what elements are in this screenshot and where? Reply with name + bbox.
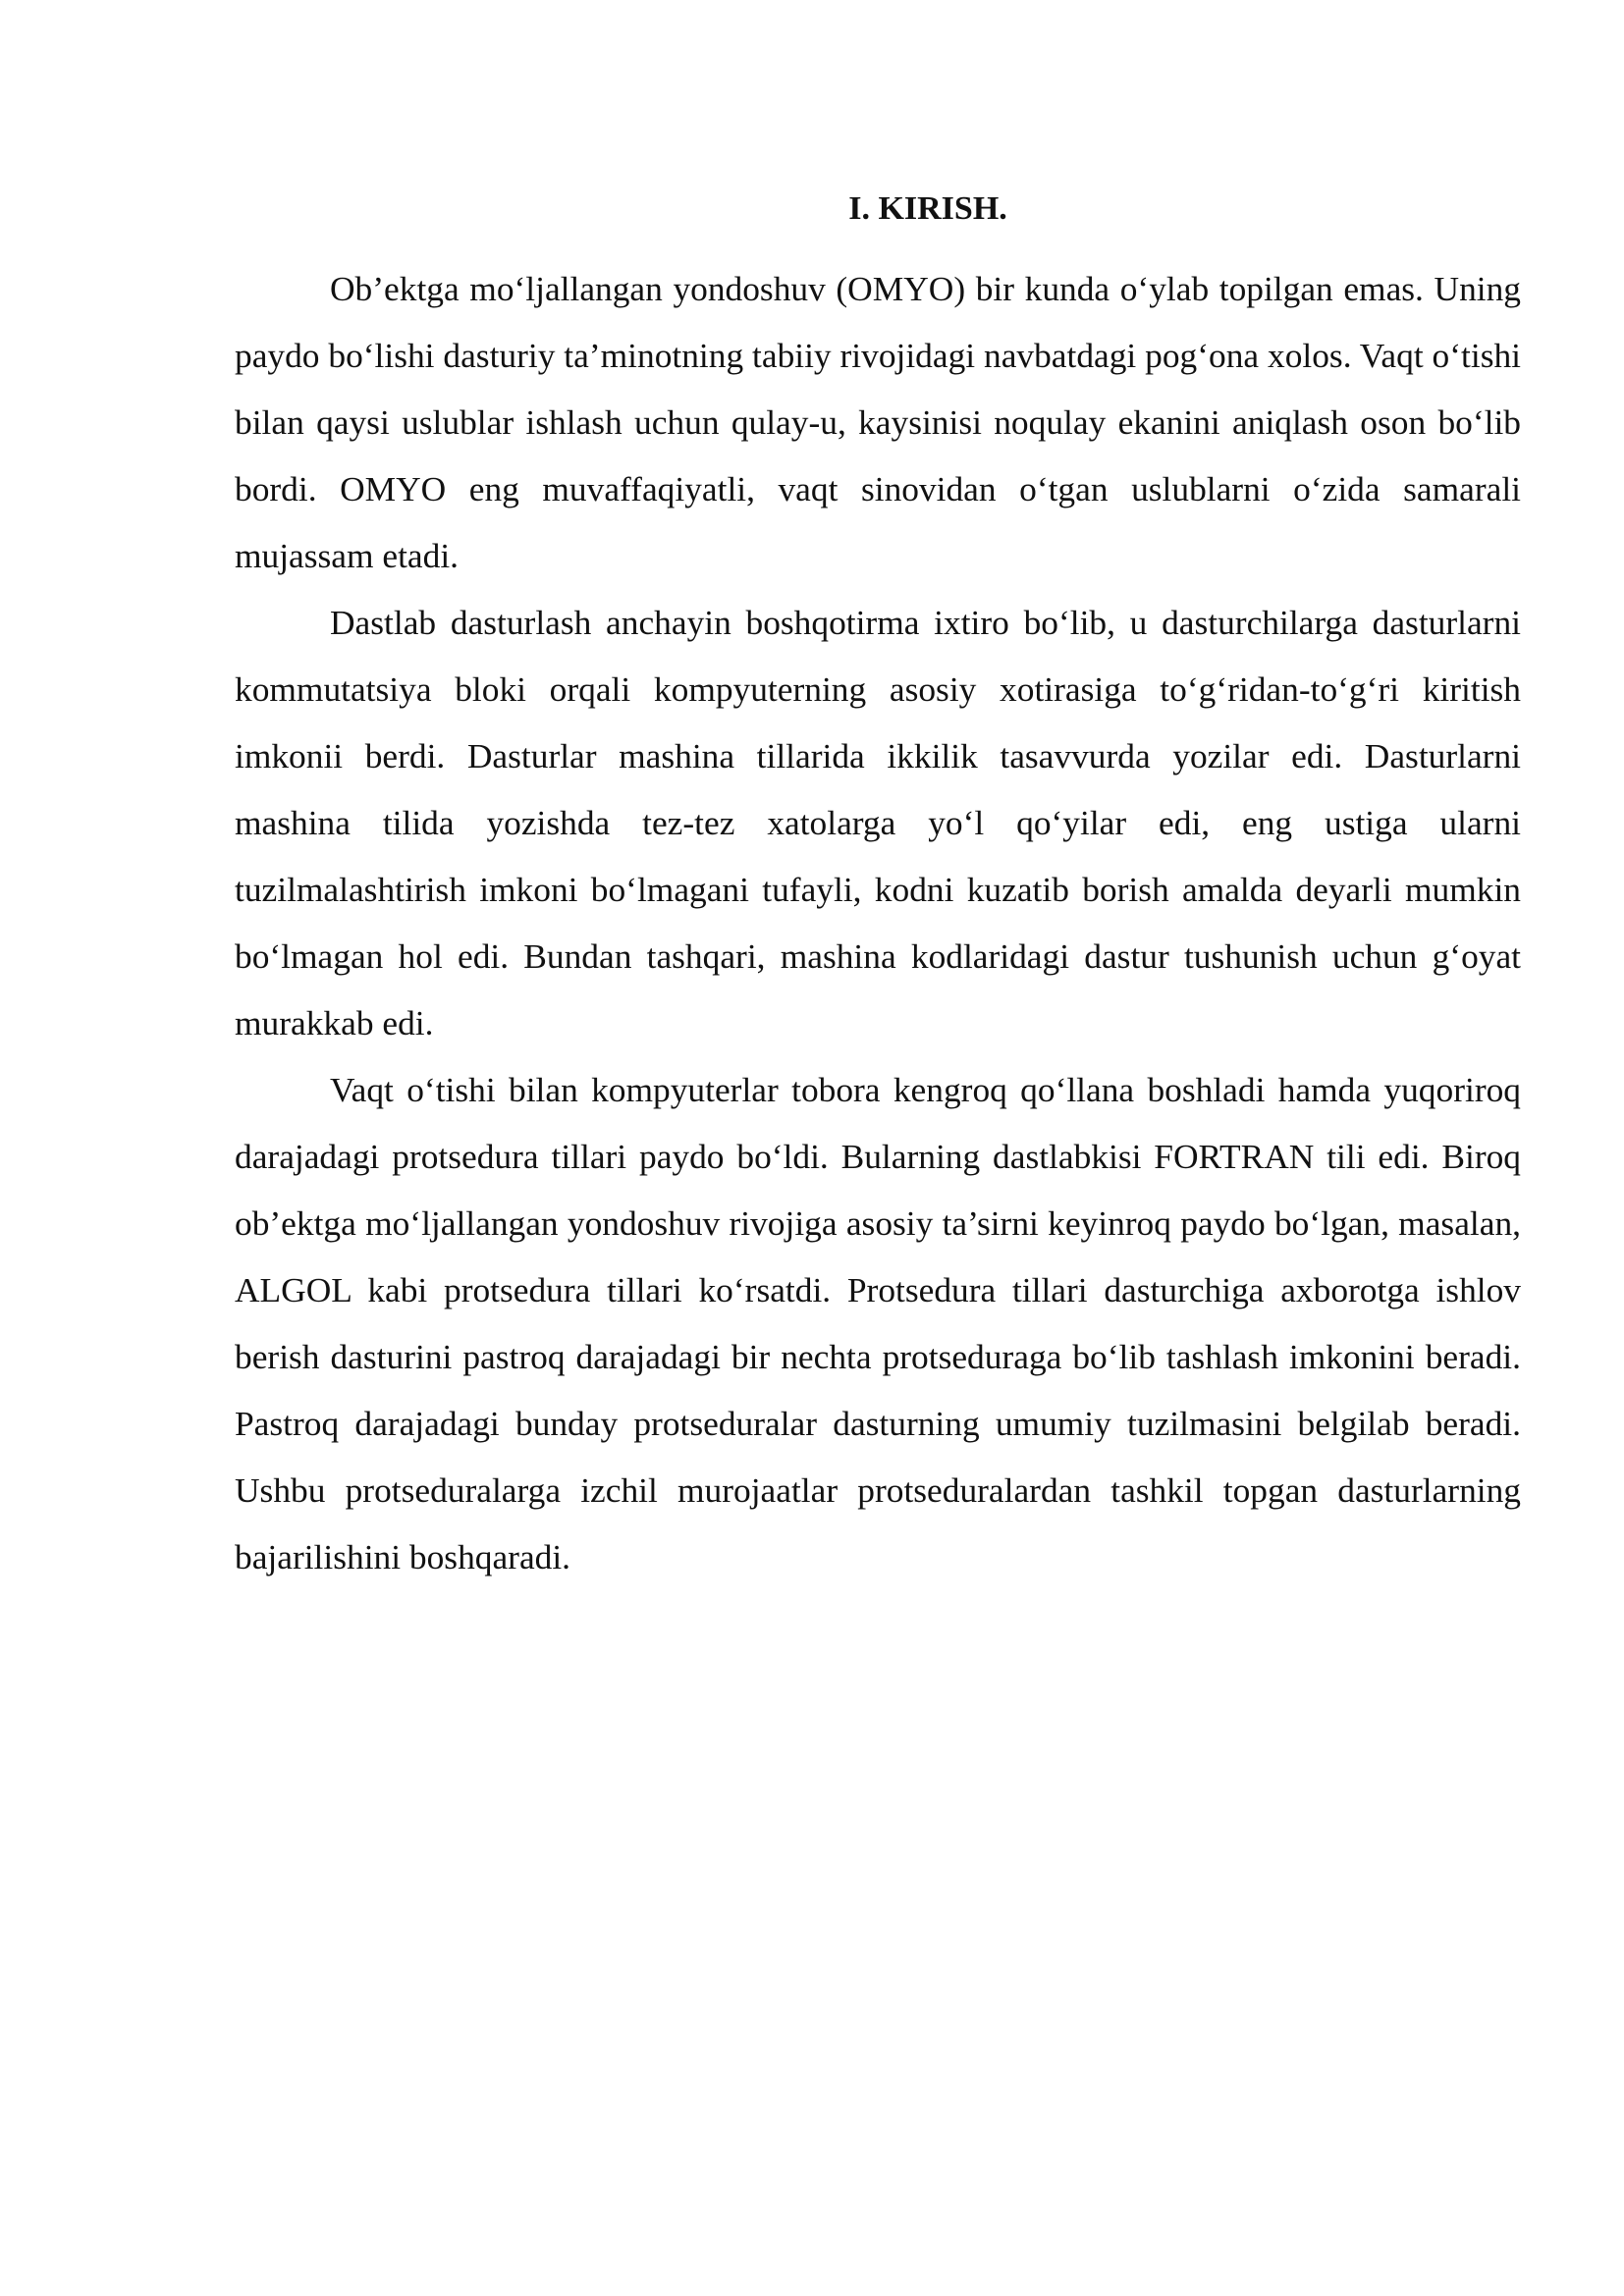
section-heading: I. KIRISH. xyxy=(848,190,1007,227)
paragraph-3: Vaqt o‘tishi bilan kompyuterlar tobora kengroq qo‘llana boshladi hamda yuqoriroq darajadagi protsedura tillari paydo bo‘ldi. Bularning dastlabkisi FORTRAN tili edi. Biroq ob’ektga mo‘ljallangan yondoshuv rivojiga asosiy ta’sirni keyinroq paydo bo‘lgan, masalan, ALGOL kabi protsedura tillari ko‘rsatdi. Protsedura tillari dasturchiga axborotga ishlov berish dasturini pastroq darajadagi bir nechta protseduraga bo‘lib tashlash imkonini beradi. Pastroq darajadagi bunday protseduralar dasturning umumiy tuzilmasini belgilab beradi. Ushbu protseduralarga izchil murojaatlar protseduralardan tashkil topgan dasturlarning bajarilishini boshqaradi. xyxy=(235,1070,1521,1576)
paragraph-1: Ob’ektga mo‘ljallangan yondoshuv (OMYO) bir kunda o‘ylab topilgan emas. Uning paydo bo‘lishi dasturiy ta’minotning tabiiy rivojidagi navbatdagi pog‘ona xolos. Vaqt o‘tishi bilan qaysi uslublar ishlash uchun qulay-u, kaysinisi noqulay ekanini aniqlash oson bo‘lib bordi. OMYO eng muvaffaqiyatli, vaqt sinovidan o‘tgan uslublarni o‘zida samarali mujassam etadi. xyxy=(235,269,1521,575)
paragraph-2: Dastlab dasturlash anchayin boshqotirma ixtiro bo‘lib, u dasturchilarga dasturlarni kommutatsiya bloki orqali kompyuterning asosiy xotirasiga to‘g‘ridan-to‘g‘ri kiritish imkonii berdi. Dasturlar mashina tillarida ikkilik tasavvurda yozilar edi. Dasturlarni mashina tilida yozishda tez-tez xatolarga yo‘l qo‘yilar edi, eng ustiga ularni tuzilmalashtirish imkoni bo‘lmagani tufayli, kodni kuzatib borish amalda deyarli mumkin bo‘lmagan hol edi. Bundan tashqari, mashina kodlaridagi dastur tushunish uchun g‘oyat murakkab edi. xyxy=(235,603,1521,1042)
body-text xyxy=(235,255,1521,1590)
